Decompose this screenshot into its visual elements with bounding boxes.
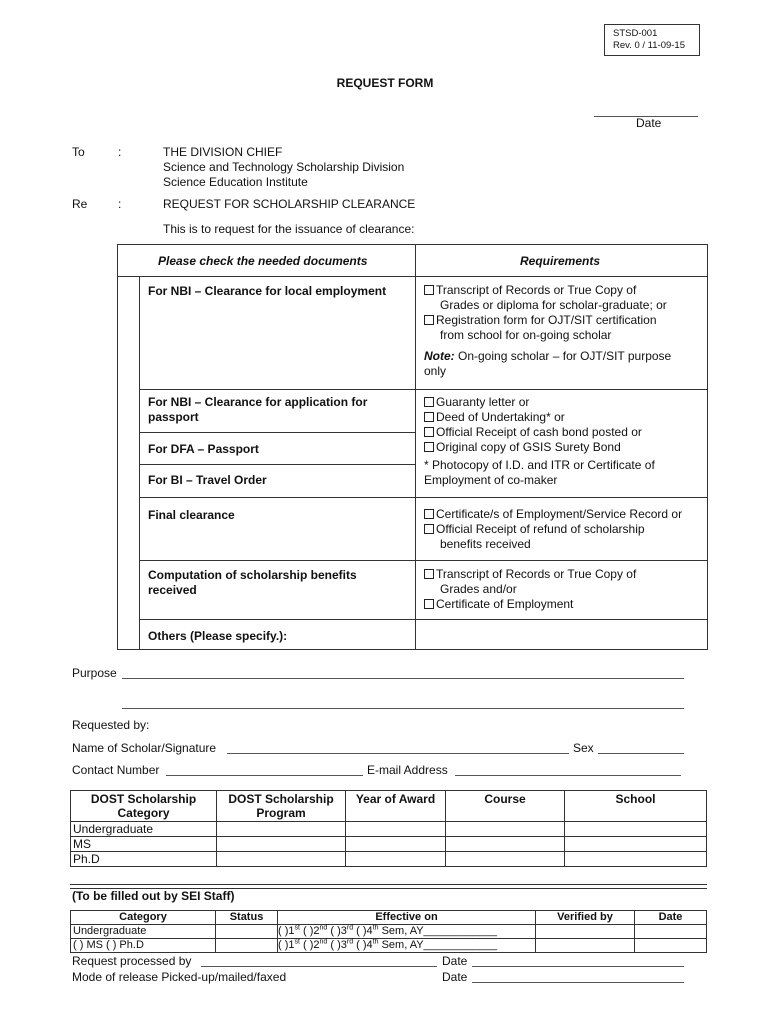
row-phd: Ph.D [71, 852, 217, 867]
re-subject: REQUEST FOR SCHOLARSHIP CLEARANCE [163, 197, 416, 211]
program-cell[interactable] [217, 837, 346, 852]
checkbox-icon[interactable] [424, 509, 434, 519]
checkbox-icon[interactable] [424, 315, 434, 325]
option-bi-travel[interactable]: For BI – Travel Order [148, 473, 267, 487]
re-colon: : [118, 197, 122, 211]
req-final: Certificate/s of Employment/Service Record or Official Receipt of refund of scholarship benefits received [424, 507, 682, 552]
option-nbi-passport[interactable]: For NBI – Clearance for application for passport [148, 395, 368, 424]
addressee-title: THE DIVISION CHIEF [163, 145, 283, 159]
contact-field[interactable] [166, 763, 363, 776]
processed-date-field[interactable] [472, 954, 684, 967]
checkbox-icon[interactable] [424, 412, 434, 422]
intro-text: This is to request for the issuance of clearance: [163, 222, 415, 236]
sex-label: Sex [573, 741, 594, 755]
table-row [71, 925, 707, 939]
sei-undergraduate: Undergraduate [71, 925, 216, 939]
sei-col-date: Date [635, 911, 707, 925]
form-code: STSD-001 [613, 28, 658, 39]
col-course: Course [446, 791, 565, 822]
semester-select[interactable]: ( )1st ( )2nd ( )3rd ( )4th Sem, AY____________ [278, 925, 536, 939]
scholarship-table [70, 790, 707, 867]
processed-date-label: Date [442, 954, 468, 968]
purpose-label: Purpose [72, 666, 117, 680]
year-cell[interactable] [346, 852, 446, 867]
sei-col-effective: Effective on [278, 911, 536, 925]
requirements-header: Requirements [520, 254, 601, 268]
date-label: Date [636, 116, 662, 130]
sei-col-category: Category [71, 911, 216, 925]
email-field[interactable] [455, 763, 681, 776]
checkbox-icon[interactable] [424, 524, 434, 534]
email-label: E-mail Address [367, 763, 448, 777]
addressee-institute: Science Education Institute [163, 175, 308, 189]
to-colon: : [118, 145, 122, 159]
school-cell[interactable] [565, 852, 707, 867]
option-computation[interactable]: Computation of scholarship benefits received [148, 568, 357, 597]
to-label: To [72, 145, 85, 159]
verified-cell[interactable] [536, 939, 635, 953]
status-cell[interactable] [216, 925, 278, 939]
course-cell[interactable] [446, 822, 565, 837]
verified-cell[interactable] [536, 925, 635, 939]
row-ms: MS [71, 837, 217, 852]
requested-by-label: Requested by: [72, 718, 150, 732]
table-row [71, 837, 707, 852]
documents-table [117, 244, 708, 650]
processed-by-label: Request processed by [72, 954, 192, 968]
checkbox-icon[interactable] [424, 397, 434, 407]
checkbox-icon[interactable] [424, 599, 434, 609]
year-cell[interactable] [346, 837, 446, 852]
sei-table [70, 910, 707, 953]
option-dfa-passport[interactable]: For DFA – Passport [148, 442, 259, 456]
col-category: DOST Scholarship Category [71, 791, 217, 822]
table-row [71, 939, 707, 953]
scholar-name-label: Name of Scholar/Signature [72, 741, 217, 755]
sei-col-verified: Verified by [536, 911, 635, 925]
release-date-field[interactable] [472, 970, 684, 983]
option-others[interactable]: Others (Please specify.): [148, 629, 288, 643]
table-row [71, 822, 707, 837]
option-final-clearance[interactable]: Final clearance [148, 508, 235, 522]
course-cell[interactable] [446, 837, 565, 852]
re-label: Re [72, 197, 88, 211]
documents-header: Please check the needed documents [158, 254, 368, 268]
release-mode-label: Mode of release Picked-up/mailed/faxed [72, 970, 287, 984]
checkbox-icon[interactable] [424, 442, 434, 452]
date-cell[interactable] [635, 925, 707, 939]
program-cell[interactable] [217, 822, 346, 837]
addressee-division: Science and Technology Scholarship Division [163, 160, 405, 174]
form-code-box [604, 24, 700, 56]
purpose-field-line2[interactable] [122, 696, 684, 709]
school-cell[interactable] [565, 837, 707, 852]
option-nbi-local[interactable]: For NBI – Clearance for local employment [148, 284, 387, 298]
form-revision: Rev. 0 / 11-09-15 [613, 40, 685, 51]
row-undergraduate: Undergraduate [71, 822, 217, 837]
year-cell[interactable] [346, 822, 446, 837]
req-passport: Guaranty letter or Deed of Undertaking* or Official Receipt of cash bond posted or Original copy of GSIS Surety Bond * Photocopy of I.D. and ITR or Certificate of Employment of co-maker [424, 395, 655, 487]
col-school: School [565, 791, 707, 822]
checkbox-icon[interactable] [424, 285, 434, 295]
form-title: REQUEST FORM [336, 76, 434, 90]
purpose-field[interactable] [122, 666, 684, 679]
sex-field[interactable] [598, 741, 684, 754]
scholar-name-field[interactable] [227, 741, 569, 754]
release-date-label: Date [442, 970, 468, 984]
semester-select[interactable]: ( )1st ( )2nd ( )3rd ( )4th Sem, AY____________ [278, 939, 536, 953]
col-program: DOST Scholarship Program [217, 791, 346, 822]
contact-label: Contact Number [72, 763, 160, 777]
checkbox-icon[interactable] [424, 569, 434, 579]
checkbox-icon[interactable] [424, 427, 434, 437]
course-cell[interactable] [446, 852, 565, 867]
addressee [163, 145, 404, 190]
col-year: Year of Award [346, 791, 446, 822]
sei-heading: (To be filled out by SEI Staff) [72, 889, 235, 903]
status-cell[interactable] [216, 939, 278, 953]
processed-by-field[interactable] [201, 954, 437, 967]
school-cell[interactable] [565, 822, 707, 837]
req-computation: Transcript of Records or True Copy of Grades and/or Certificate of Employment [424, 567, 636, 612]
program-cell[interactable] [217, 852, 346, 867]
table-row [71, 852, 707, 867]
sei-col-status: Status [216, 911, 278, 925]
date-cell[interactable] [635, 939, 707, 953]
req-nbi-local: Transcript of Records or True Copy of Grades or diploma for scholar-graduate; or Registration form for OJT/SIT certification from school for on-going scholar Note: On-going scholar – for OJT/SIT purpose only [424, 283, 672, 378]
sei-ms-phd[interactable]: ( ) MS ( ) Ph.D [71, 939, 216, 953]
